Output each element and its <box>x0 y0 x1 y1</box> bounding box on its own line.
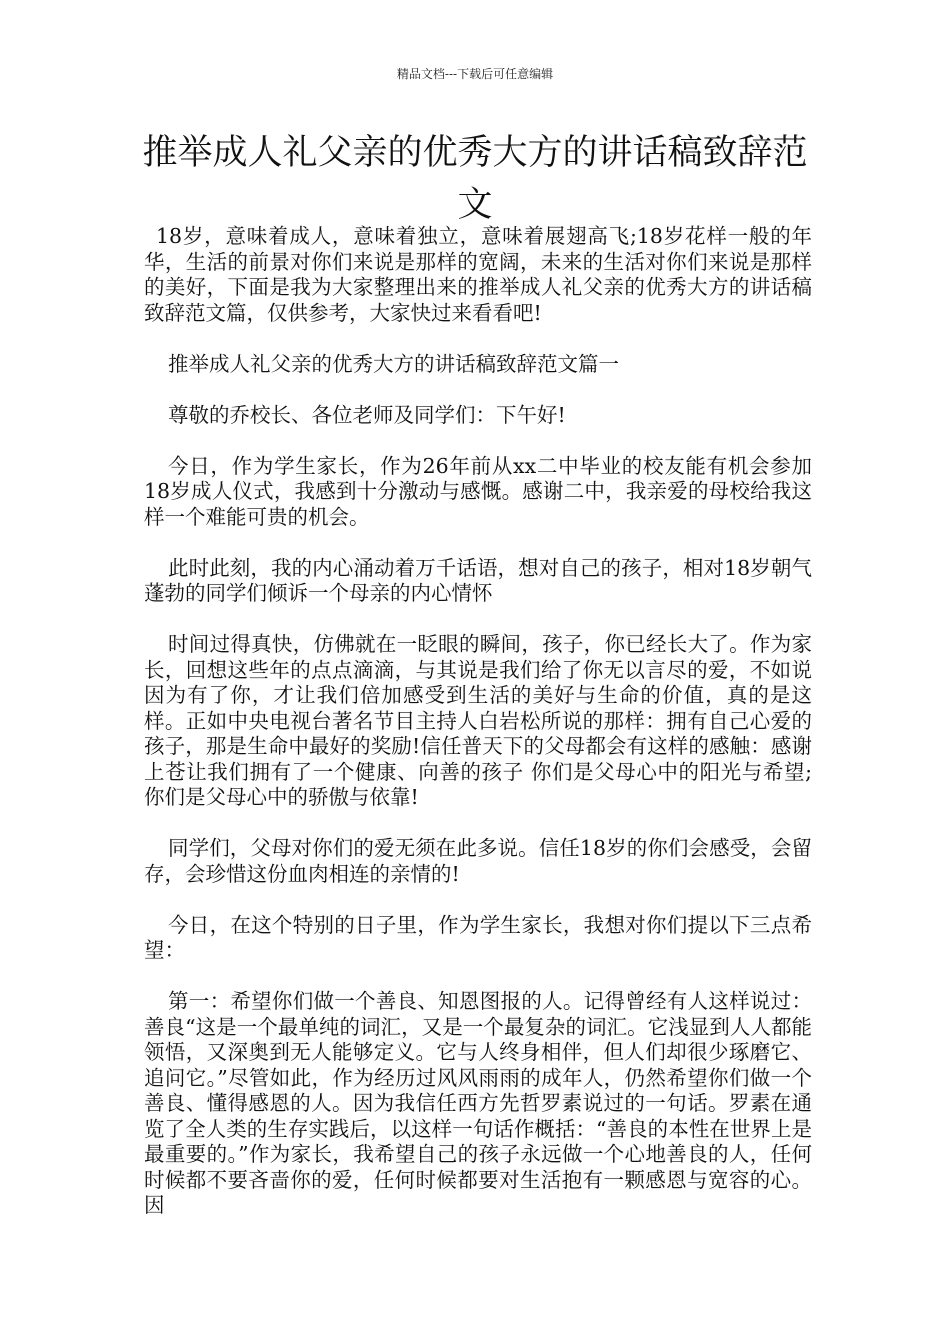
body-paragraph: 今日，在这个特别的日子里，作为学生家长，我想对你们提以下三点希望： <box>144 912 812 962</box>
document-title: 推举成人礼父亲的优秀大方的讲话稿致辞范文 <box>142 133 808 225</box>
body-paragraph: 同学们，父母对你们的爱无须在此多说。信任18岁的你们会感受，会留存，会珍惜这份血肉相连的亲情的! <box>144 836 812 886</box>
section-heading: 推举成人礼父亲的优秀大方的讲话稿致辞范文篇一 <box>168 351 619 376</box>
salutation: 尊敬的乔校长、各位老师及同学们：下午好! <box>168 402 566 427</box>
document-body <box>144 224 812 1244</box>
header-note: 精品文档---下载后可任意编辑 <box>396 67 554 81</box>
body-paragraph: 第一：希望你们做一个善良、知恩图报的人。记得曾经有人这样说过：善良“这是一个最单纯的词汇，又是一个最复杂的词汇。它浅显到人人都能领悟，又深奥到无人能够定义。它与人终身相伴，但人们却很少琢磨它、追问它。”尽管如此，作为经历过风风雨雨的成年人，仍然希望你们做一个善良、懂得感恩的人。因为我信任西方先哲罗素说过的一句话。罗素在通览了全人类的生存实践后，以这样一句话作概括：“善良的本性在世界上是最重要的。”作为家长，我希望自己的孩子永远做一个心地善良的人，任何时候都不要吝啬你的爱，任何时候都要对生活抱有一颗感恩与宽容的心。因 <box>144 989 812 1217</box>
intro-paragraph: 18岁，意味着成人，意味着独立，意味着展翅高飞;18岁花样一般的年华，生活的前景对你们来说是那样的宽阔，未来的生活对你们来说是那样的美好，下面是我为大家整理出来的推举成人礼父亲的优秀大方的讲话稿致辞范文篇，仅供参考，大家快过来看看吧! <box>144 224 812 325</box>
body-paragraph: 此时此刻，我的内心涌动着万千话语，想对自己的孩子，相对18岁朝气蓬勃的同学们倾诉一个母亲的内心情怀 <box>144 555 812 605</box>
body-paragraph: 今日，作为学生家长，作为26年前从xx二中毕业的校友能有机会参加18岁成人仪式，我感到十分激动与感慨。感谢二中，我亲爱的母校给我这样一个难能可贵的机会。 <box>144 453 812 529</box>
body-paragraph: 时间过得真快，仿佛就在一眨眼的瞬间，孩子，你已经长大了。作为家长，回想这些年的点点滴滴，与其说是我们给了你无以言尽的爱，不如说因为有了你，才让我们倍加感受到生活的美好与生命的价值，真的是这样。正如中央电视台著名节目主持人白岩松所说的那样：拥有自己心爱的孩子，那是生命中最好的奖励!信任普天下的父母都会有这样的感触：感谢上苍让我们拥有了一个健康、向善的孩子 你们是父母心中的阳光与希望;你们是父母心中的骄傲与依靠! <box>144 632 812 809</box>
